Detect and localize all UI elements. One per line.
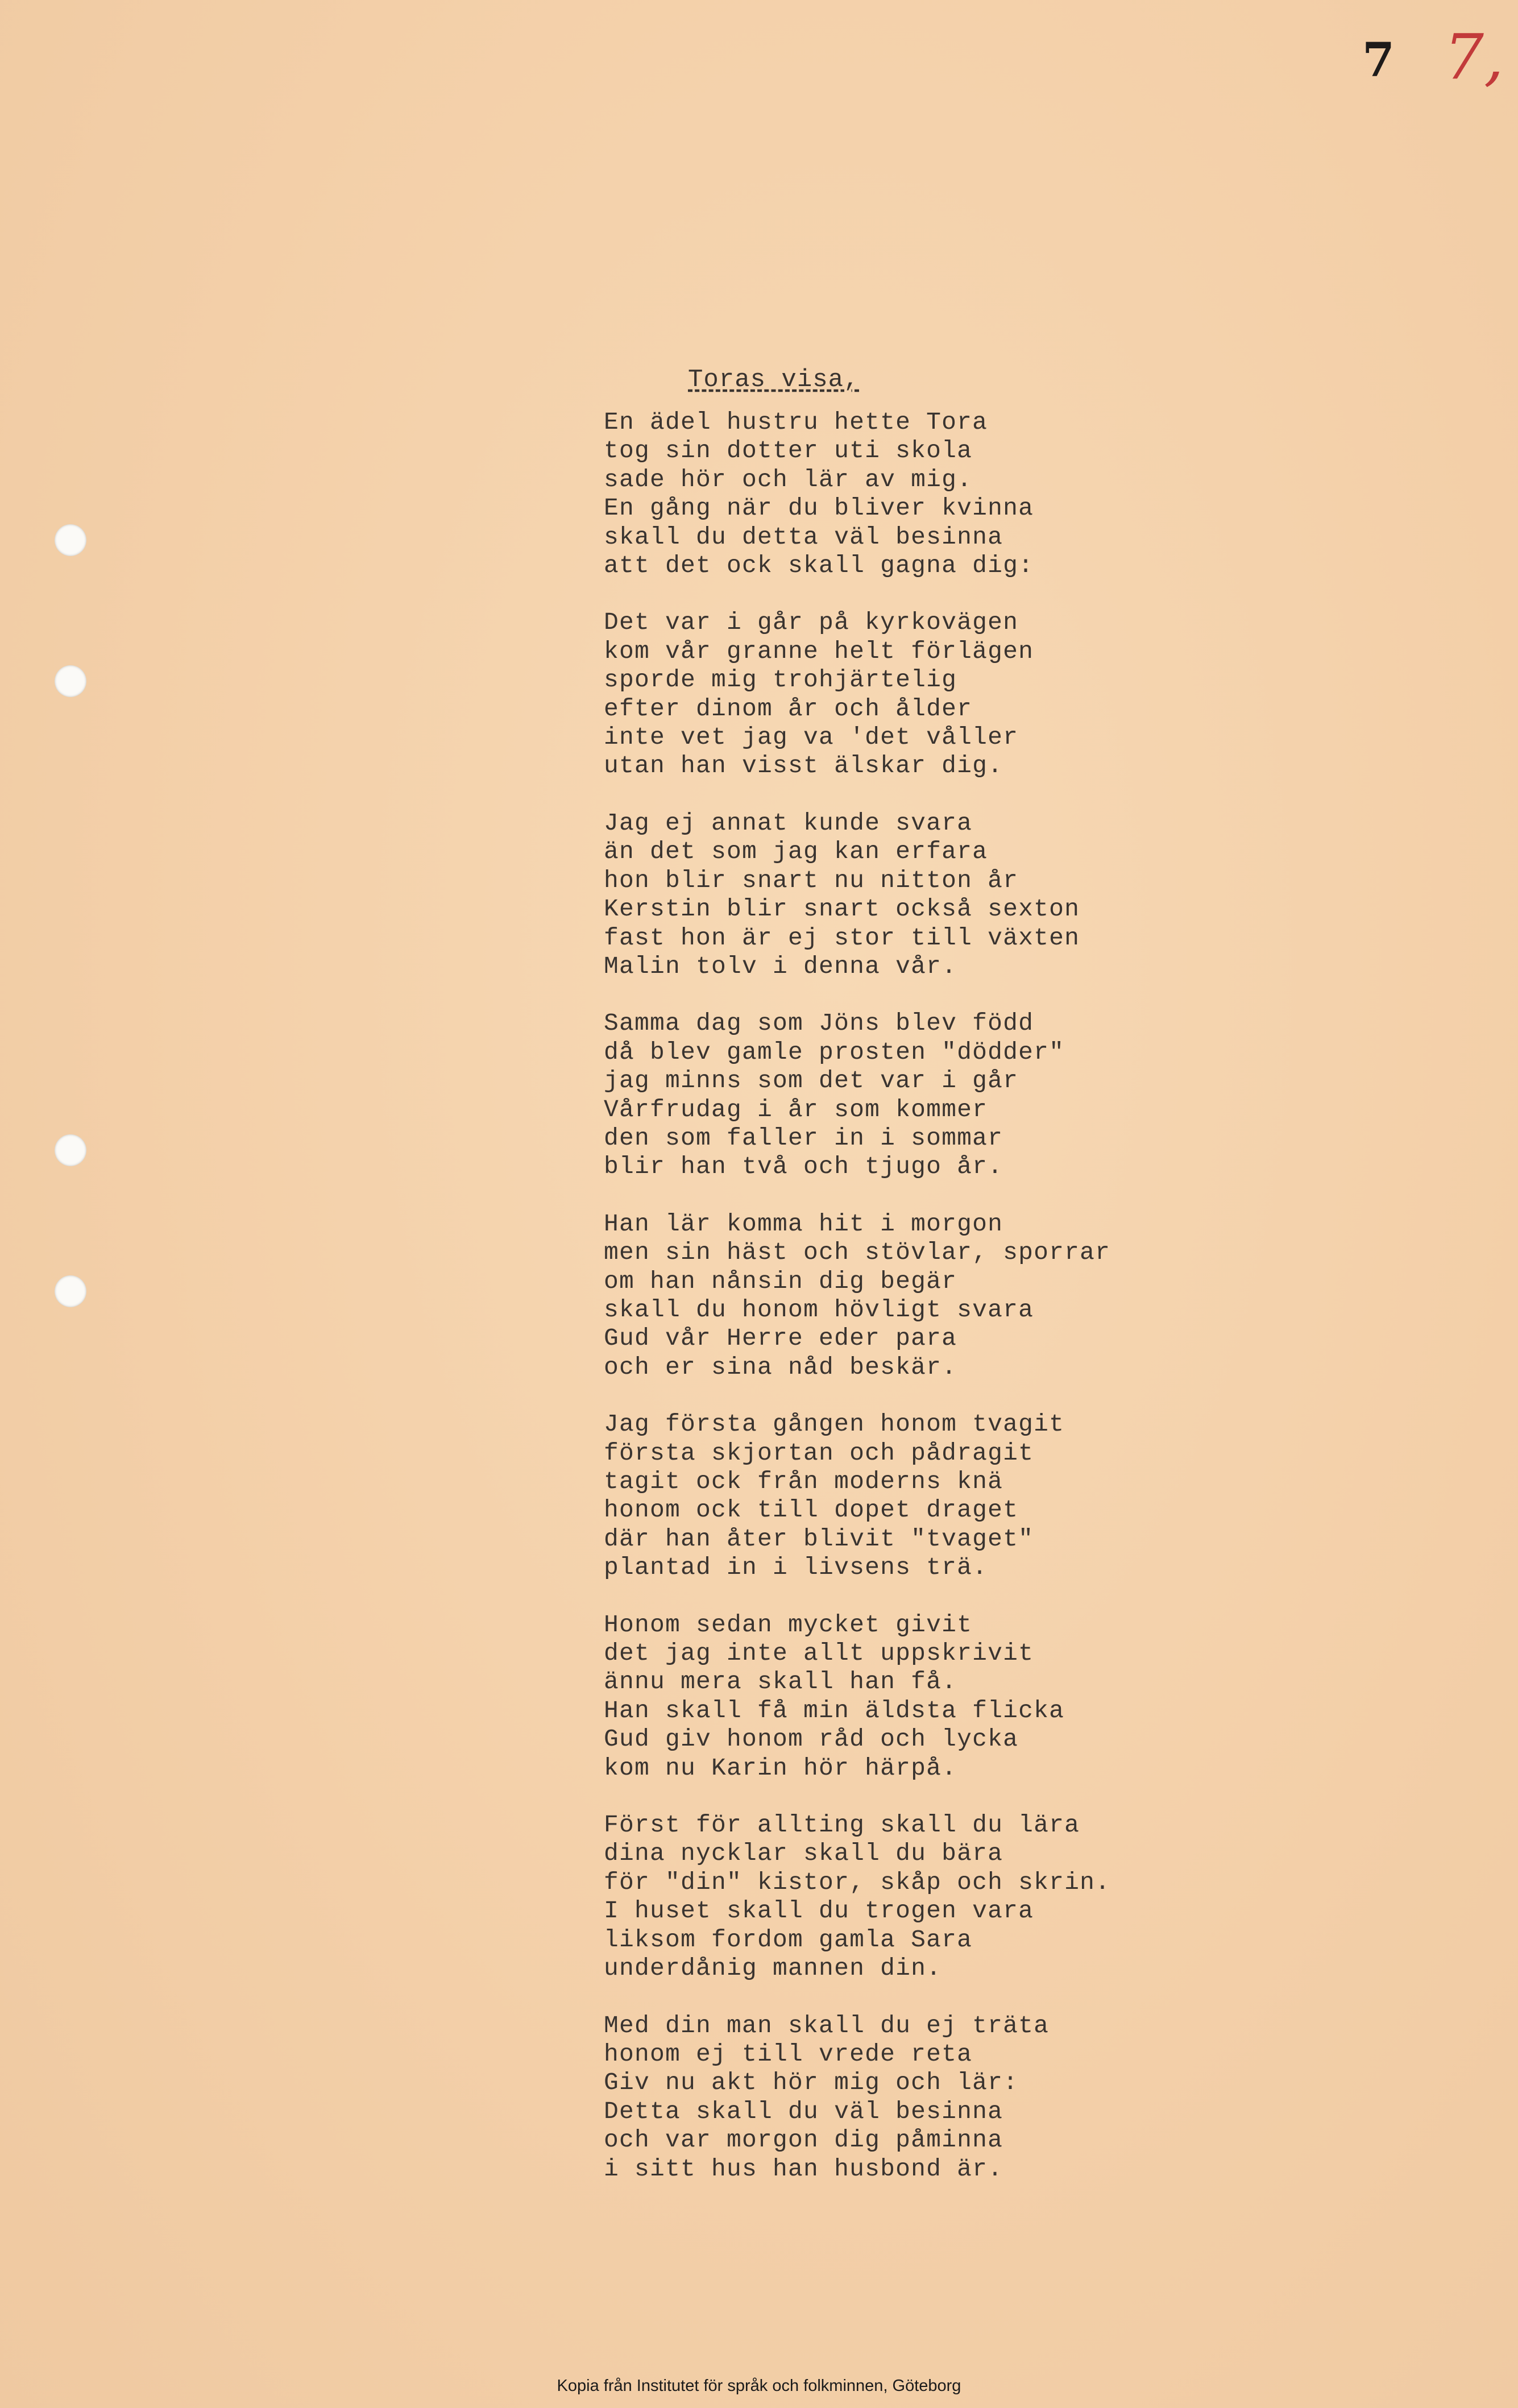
poem-stanza <box>604 1410 1229 1582</box>
poem-line: Kerstin blir snart också sexton <box>604 895 1080 923</box>
poem-stanza <box>604 809 1229 981</box>
poem-line: Jag ej annat kunde svara <box>604 809 973 837</box>
poem-line: första skjortan och pådragit <box>604 1439 1034 1467</box>
poem-line: Honom sedan mycket givit <box>604 1610 973 1639</box>
poem-line: Gud vår Herre eder para <box>604 1324 957 1353</box>
poem-line: Jag första gången honom tvagit <box>604 1410 1065 1439</box>
poem-line: Först för allting skall du lära <box>604 1811 1080 1839</box>
poem-line: honom ej till vrede reta <box>604 2040 973 2068</box>
poem-line: liksom fordom gamla Sara <box>604 1925 973 1954</box>
poem-line: den som faller in i sommar <box>604 1124 1003 1152</box>
poem-line: Vårfrudag i år som kommer <box>604 1095 988 1124</box>
page-number: 7 <box>1362 33 1395 88</box>
poem-line: ännu mera skall han få. <box>604 1668 957 1696</box>
poem-line: sporde mig trohjärtelig <box>604 666 957 694</box>
poem-line: att det ock skall gagna dig: <box>604 552 1034 580</box>
poem-body <box>604 408 1229 2212</box>
punch-hole <box>55 1134 86 1166</box>
poem-line: skall du honom hövligt svara <box>604 1295 1034 1324</box>
poem-line: och er sina nåd beskär. <box>604 1353 957 1381</box>
poem-line: fast hon är ej stor till växten <box>604 923 1080 952</box>
poem-line: skall du detta väl besinna <box>604 523 1003 551</box>
poem-line: kom vår granne helt förlägen <box>604 637 1034 665</box>
poem-line: underdånig mannen din. <box>604 1954 942 1983</box>
poem-line: för "din" kistor, skåp och skrin. <box>604 1868 1111 1896</box>
poem-line: tog sin dotter uti skola <box>604 437 973 465</box>
poem-line: honom ock till dopet draget <box>604 1496 1019 1524</box>
poem-line: inte vet jag va 'det våller <box>604 723 1019 752</box>
poem-line: det jag inte allt uppskrivit <box>604 1639 1034 1668</box>
poem-title: Toras visa, <box>688 366 860 394</box>
poem-line: då blev gamle prosten "dödder" <box>604 1038 1065 1066</box>
handwritten-page-mark: 7, <box>1444 20 1504 93</box>
poem-line: tagit ock från moderns knä <box>604 1468 1003 1495</box>
punch-hole <box>55 524 86 556</box>
poem-line: En ädel hustru hette Tora <box>604 408 988 436</box>
poem-stanza <box>604 408 1229 580</box>
poem-line: Med din man skall du ej träta <box>604 2011 1050 2040</box>
poem-line: plantad in i livsens trä. <box>604 1553 988 1582</box>
poem-line: men sin häst och stövlar, sporrar <box>604 1238 1111 1267</box>
archive-footer: Kopia från Institutet för språk och folkminnen, Göteborg <box>557 2377 961 2395</box>
poem-line: om han nånsin dig begär <box>604 1267 957 1295</box>
poem-line: jag minns som det var i går <box>604 1067 1019 1095</box>
poem-stanza <box>604 1210 1229 1382</box>
poem-line: Giv nu akt hör mig och lär: <box>604 2069 1019 2097</box>
poem-line: Han skall få min äldsta flicka <box>604 1696 1065 1725</box>
poem-line: Detta skall du väl besinna <box>604 2097 1003 2125</box>
poem-line: Han lär komma hit i morgon <box>604 1209 1003 1238</box>
poem-line: En gång när du bliver kvinna <box>604 494 1034 523</box>
poem-line: hon blir snart nu nitton år <box>604 866 1019 894</box>
poem-stanza <box>604 608 1229 780</box>
poem-line: i sitt hus han husbond är. <box>604 2154 1003 2183</box>
poem-stanza <box>604 1811 1229 1983</box>
poem-line: efter dinom år och ålder <box>604 694 973 723</box>
punch-hole <box>55 1275 86 1307</box>
poem-line: kom nu Karin hör härpå. <box>604 1754 957 1782</box>
poem-line: blir han två och tjugo år. <box>604 1153 1003 1181</box>
poem-line: utan han visst älskar dig. <box>604 752 1003 780</box>
poem-line: dina nycklar skall du bära <box>604 1839 1003 1868</box>
poem-line: där han åter blivit "tvaget" <box>604 1524 1034 1553</box>
poem-line: Gud giv honom råd och lycka <box>604 1725 1019 1754</box>
poem-stanza <box>604 1009 1229 1181</box>
poem-line: än det som jag kan erfara <box>604 838 988 866</box>
poem-stanza <box>604 1611 1229 1783</box>
poem-line: I huset skall du trogen vara <box>604 1897 1034 1925</box>
poem-line: och var morgon dig påminna <box>604 2126 1003 2154</box>
poem-line: Malin tolv i denna vår. <box>604 952 957 980</box>
poem-stanza <box>604 2012 1229 2183</box>
poem-line: Det var i går på kyrkovägen <box>604 608 1019 637</box>
poem-line: sade hör och lär av mig. <box>604 465 973 494</box>
poem-line: Samma dag som Jöns blev född <box>604 1009 1034 1038</box>
punch-hole <box>55 665 86 697</box>
